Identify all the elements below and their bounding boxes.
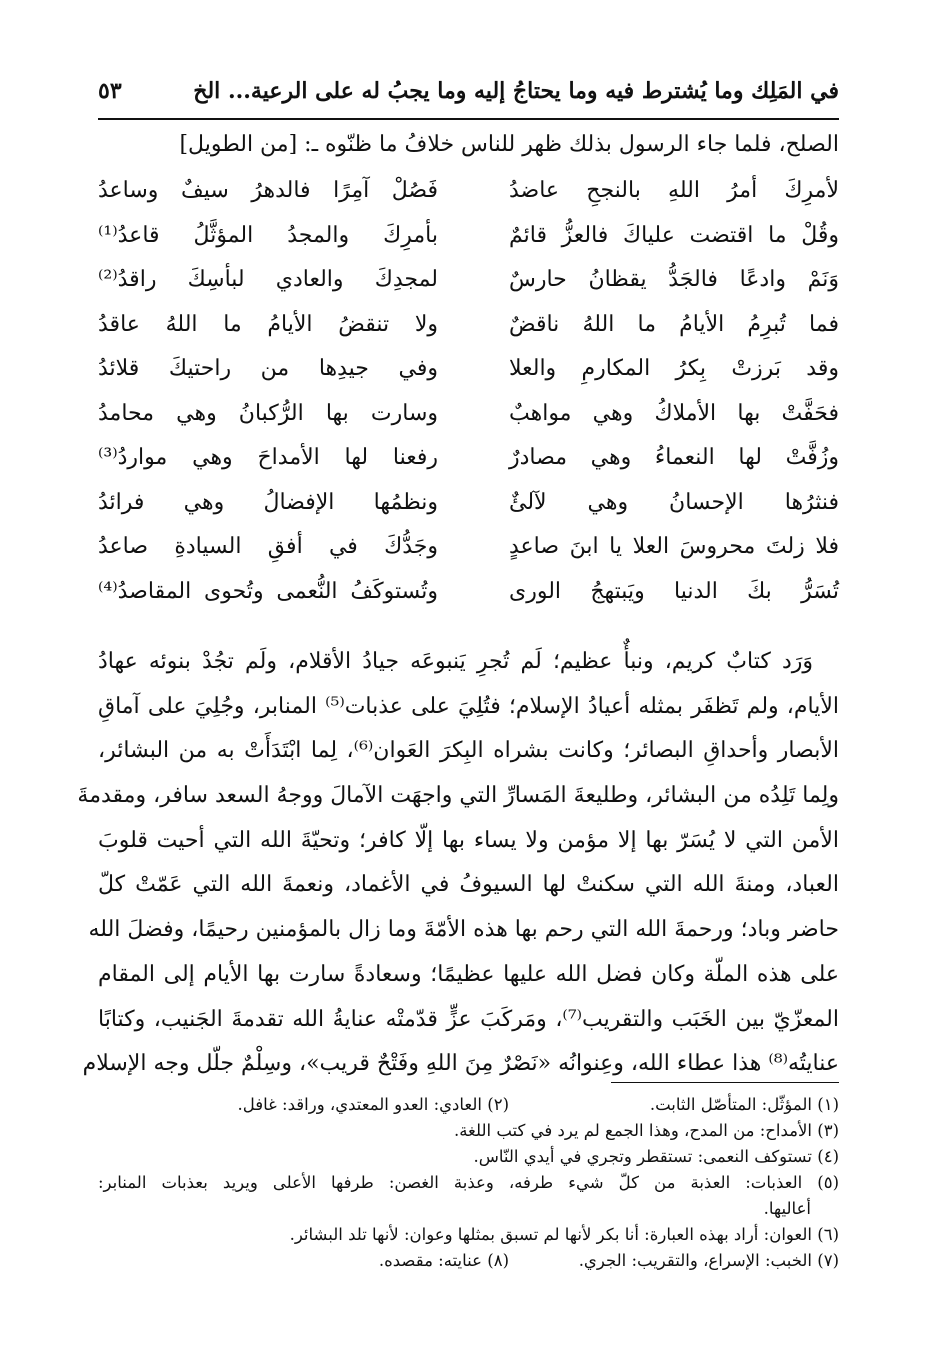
verse-second-hemistich: فَصُلْ آمِرًا فالدهرُ سيفٌ وساعدُ [98,178,438,203]
intro-line: الصلح، فلما جاء الرسول بذلك ظهر للناس خلافُ ما ظنّوه ـ: [من الطويل] [179,132,839,157]
verse-first-hemistich: تُسَرُّ بكَ الدنيا ويَبتهجُ الورى [509,578,839,604]
prose-line: وَرَد كتابٌ كريم، ونبأٌ عظيم؛ لَم تُجرِ يَنبوعَه جيادُ الأقلام، ولَم تجُدْ بنوئه عهادُ [98,649,813,674]
verse-first-hemistich: وقُلْ ما اقتضت علياكَ فالعزُّ قائمٌ [509,222,839,248]
verse-first-hemistich: فلا زلتَ محروسَ العلا يا ابنَ صاعدٍ [509,534,839,559]
footnote-1: (١) المؤثّل: المتأصّل الثابت. [649,1095,839,1114]
verse-second-hemistich: رفعنا لها الأمداحَ وهي مواردُ⁽³⁾ [98,445,438,470]
footnote-7: (٧) الخبب: الإسراع، والتقريب: الجري. [578,1251,839,1270]
prose-line: حاضر وباد؛ ورحمةَ الله التي رحم بها هذه الأمّةَ وما زال بالمؤمنين رحيمًا، وفضلَ الله [88,917,839,943]
footnote-divider [611,1082,839,1083]
verse [98,401,839,446]
prose-line: المعزّيّ بين الخَبَب والتقريب⁽⁷⁾، ومَركَبَ عزٍّ قدّمتْه عنايةُ الله تقدمةَ الجَنيب، وكتابًا [98,1006,839,1032]
header-divider [98,118,839,120]
footnote-3: (٣) الأمداح: من المدح، وهذا الجمع لم يرد في كتب اللغة. [453,1121,839,1140]
poem [98,178,839,623]
verse-first-hemistich: فما تُبرِمُ الأيامُ ما اللهُ ناقضٌ [509,311,839,337]
verse [98,267,839,312]
footnote-5-continued: أعاليها. [763,1199,811,1218]
verse [98,178,839,223]
prose-paragraph [77,640,839,1087]
verse-first-hemistich: وَنَمْ وادعًا فالجَدُّ يقظانُ حارسٌ [509,267,839,292]
verse-first-hemistich: لأمرِكَ أمرُ اللهِ بالنجحِ عاضدُ [509,178,839,203]
footnote-row [98,1248,839,1274]
verse-second-hemistich: ونظمُها الإفضالُ وهي فرائدُ [98,489,438,515]
verse-first-hemistich: وزُفَّتْ لها النعماءُ وهي مصادرٌ [509,445,839,470]
footnote-4: (٤) تستوكف النعمى: تستقطر وتجري في أيدي النّاس. [473,1147,839,1166]
verse-first-hemistich: فنثرُها الإحسانُ وهي لآلئٌ [509,489,839,515]
prose-line: الأيام، ولم تَظفَر بمثله أعيادُ الإسلام؛ فتُلِيَ على عذبات⁽⁵⁾ المنابر، وجُلِيَ على آماقِ [98,693,839,719]
verse-first-hemistich: فحَفَّتْ بها الأملاكُ وهي مواهبٌ [509,400,839,426]
verse-second-hemistich: بأمرِكَ والمجدُ المؤثَّلُ قاعدُ⁽¹⁾ [98,222,438,248]
footnote-2: (٢) العادي: العدو المعتدي، وراقد: غافل. [237,1095,509,1114]
prose-line: الأمن التي لا يُسَرّ بها إلا مؤمن ولا يساء بها إلّا كافر؛ وتحيّةَ الله التي أحيت قلوبَ [98,827,839,853]
footnote-8: (٨) عنايته: مقصده. [378,1251,509,1270]
footnotes [98,1092,839,1274]
footnote-5: (٥) العذبات: العذبة من كلّ شيء طرفه، وعذبة الغصن: طرفها الأعلى ويريد بعذبات المنابر: [98,1173,839,1192]
verse [98,490,839,535]
verse [98,534,839,579]
prose-line: على هذه الملّة وكان فضل الله عليها عظيمًا؛ وسعادةً سارت بها الأيام إلى المقام [98,961,839,987]
verse [98,356,839,401]
verse-second-hemistich: لمجدِكَ والعادي لبأسِكَ راقدُ⁽²⁾ [98,267,438,292]
verse-second-hemistich: وتُستوكَفُ النُّعمى وتُحوى المقاصدُ⁽⁴⁾ [98,578,438,604]
footnote-row [98,1092,839,1118]
prose-line: عنايتُه⁽⁸⁾ هذا عطاء الله، وعِنوانُه «نَصْرٌ مِنَ اللهِ وفَتْحٌ قريب»، وسِلْمٌ جلّل وجه الإسلام [82,1051,839,1077]
verse-second-hemistich: وفي جيدِها من راحتيكَ قلائدُ [98,356,438,381]
footnote-6: (٦) العوان: أراد بهذه العبارة: أنا بكر لأنها لم تسبق بمثلها وعوان: لأنها تلد البشائر. [289,1225,839,1244]
verse-first-hemistich: وقد بَرزتْ بِكرُ المكارمِ والعلا [509,356,839,381]
verse-second-hemistich: وجَدُّكَ في أفقِ السيادةِ صاعدُ [98,534,438,559]
header-title: في المَلِك وما يُشترط فيه وما يحتاجُ إليه وما يجبُ له على الرعية... الخ [193,78,839,104]
page-number: ٥٣ [98,78,122,104]
verse [98,223,839,268]
prose-line: الأبصار وأحداقِ البصائر؛ وكانت بشراه البِكرَ العَوان⁽⁶⁾، لِما ابْتَدَأَتْ به من البشائر، [98,738,839,764]
verse [98,579,839,624]
verse [98,312,839,357]
verse-second-hemistich: وسارت بها الرُّكبانُ وهي محامدُ [98,400,438,426]
running-header [98,72,839,116]
verse [98,445,839,490]
prose-line: العباد، ومنةَ الله التي سكنتْ لها السيوفُ في الأغماد، ونعمةَ الله التي عَمّتْ كلّ [98,872,839,898]
prose-line: ولِما تَلِدُه من البشائر، وطليعةَ المَسارِّ التي واجهَت الآمالَ ووجهُ السعد سافر، ومقدمةَ [77,783,839,809]
verse-second-hemistich: ولا تنقضُ الأيامُ ما اللهُ عاقدُ [98,311,438,337]
